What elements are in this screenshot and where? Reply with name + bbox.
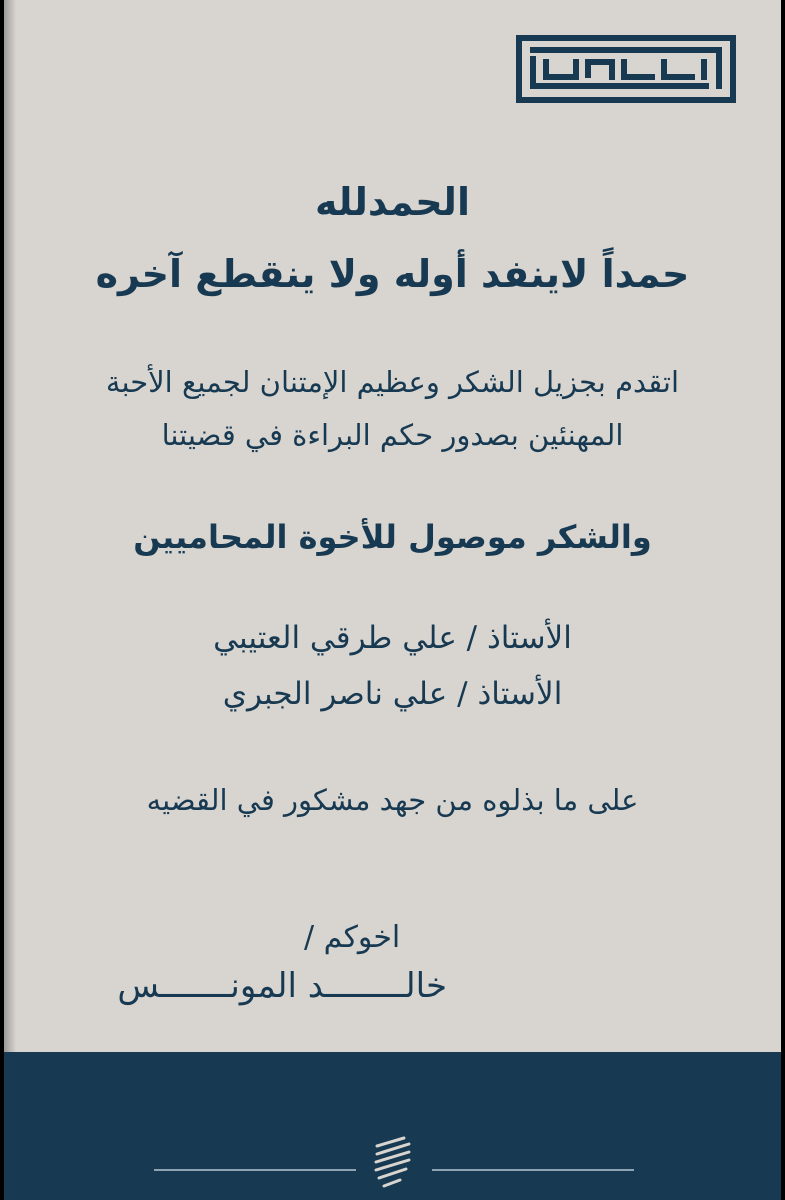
footer-decoration xyxy=(4,1052,781,1200)
message-line-1: اتقدم بجزيل الشكر وعظيم الإمتنان لجميع الأحبة xyxy=(105,365,680,399)
signature-name-text: خالــــــــد المونـــــــس xyxy=(117,966,447,1006)
lawyer-name-2: الأستاذ / علي ناصر الجبري xyxy=(222,676,563,712)
lawyer-name-1: الأستاذ / علي طرقي العتيبي xyxy=(213,620,572,656)
effort-line: على ما بذلوه من جهد مشكور في القضيه xyxy=(146,783,639,817)
monogram-icon xyxy=(376,1138,409,1186)
kufic-logo xyxy=(516,35,736,103)
signature-closing: اخوكم / xyxy=(304,920,401,955)
announcement-card xyxy=(4,0,781,1200)
footer-band xyxy=(4,1052,781,1200)
signature-name xyxy=(34,966,447,1022)
heading-line-2: حمداً لاينفد أوله ولا ينقطع آخره xyxy=(95,252,690,296)
thanks-line: والشكر موصول للأخوة المحاميين xyxy=(133,518,652,556)
message-line-2: المهنئين بصدور حكم البراءة في قضيتنا xyxy=(161,418,624,452)
heading-line-1: الحمدلله xyxy=(315,180,470,224)
